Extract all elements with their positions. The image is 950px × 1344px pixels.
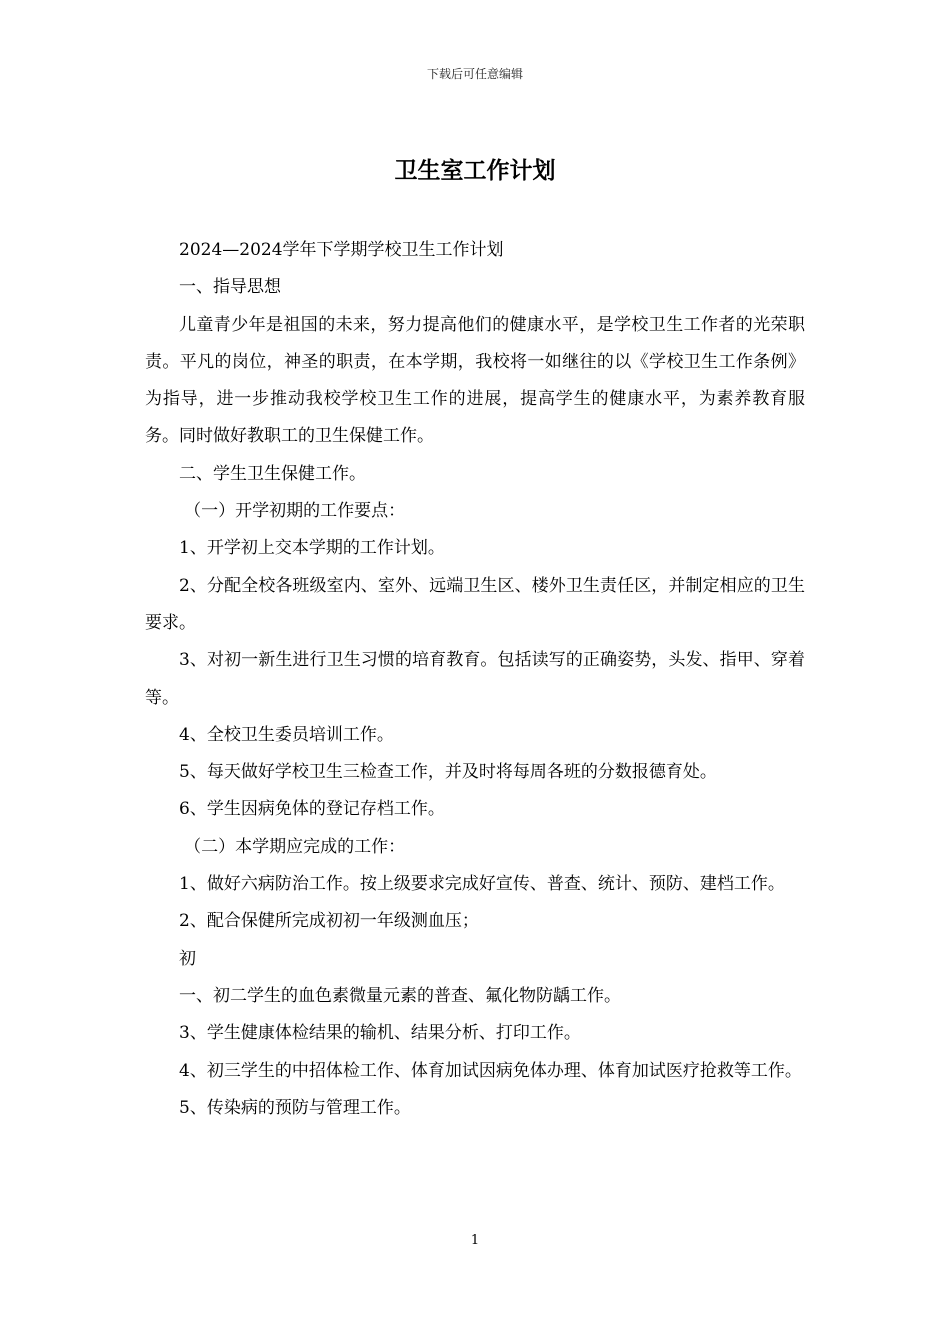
paragraph: 1、开学初上交本学期的工作计划。 <box>179 538 445 559</box>
paragraph: 2024—2024学年下学期学校卫生工作计划 <box>179 240 504 260</box>
paragraph: 二、学生卫生保健工作。 <box>179 463 366 484</box>
page-number: 1 <box>470 1233 480 1248</box>
paragraph: 一、指导思想 <box>179 277 281 298</box>
paragraph: 2、分配全校各班级室内、室外、远端卫生区、楼外卫生责任区，并制定相应的卫生要求。 <box>145 575 805 633</box>
paragraph: 5、传染病的预防与管理工作。 <box>179 1097 411 1118</box>
paragraph: （二）本学期应完成的工作： <box>184 836 406 857</box>
paragraph: 1、做好六病防治工作。按上级要求完成好宣传、普查、统计、预防、建档工作。 <box>179 874 785 895</box>
page-header-note: 下载后可任意编辑 <box>426 67 523 81</box>
document-body <box>145 232 805 1127</box>
paragraph: （一）开学初期的工作要点： <box>184 501 406 522</box>
paragraph: 6、学生因病免体的登记存档工作。 <box>179 799 445 820</box>
paragraph: 2、配合保健所完成初初一年级测血压； <box>179 911 479 932</box>
paragraph: 4、初三学生的中招体检工作、体育加试因病免体办理、体育加试医疗抢救等工作。 <box>179 1060 802 1081</box>
document-title: 卫生室工作计划 <box>394 158 556 184</box>
paragraph: 初 <box>179 948 196 969</box>
paragraph: 一、初二学生的血色素微量元素的普查、氟化物防龋工作。 <box>179 985 621 1006</box>
paragraph: 4、全校卫生委员培训工作。 <box>179 724 394 745</box>
paragraph: 3、对初一新生进行卫生习惯的培育教育。包括读写的正确姿势，头发、指甲、穿着等。 <box>145 650 805 708</box>
paragraph: 3、学生健康体检结果的输机、结果分析、打印工作。 <box>179 1023 581 1044</box>
paragraph: 5、每天做好学校卫生三检查工作，并及时将每周各班的分数报德育处。 <box>179 762 717 783</box>
paragraph: 儿童青少年是祖国的未来，努力提高他们的健康水平，是学校卫生工作者的光荣职责。平凡的岗位，神圣的职责，在本学期，我校将一如继往的以《学校卫生工作条例》为指导，进一步推动我校学校卫生工作的进展，提高学生的健康水平，为素养教育服务。同时做好教职工的卫生保健工作。 <box>145 314 805 447</box>
